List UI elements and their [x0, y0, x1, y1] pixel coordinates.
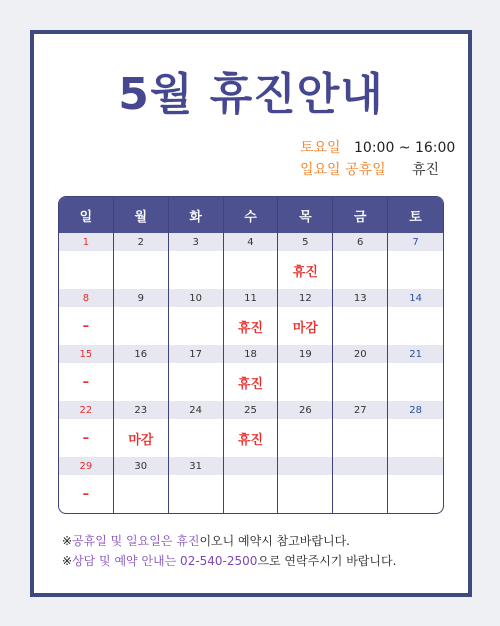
day-number: 16 — [114, 345, 168, 363]
calendar-day-cell — [59, 233, 114, 289]
day-number: 3 — [169, 233, 223, 251]
footer-line — [62, 551, 396, 571]
day-status: 휴진 — [237, 432, 264, 448]
day-number: 9 — [114, 289, 168, 307]
day-number: 14 — [388, 289, 443, 307]
day-status — [114, 307, 168, 345]
day-status — [169, 251, 223, 289]
footer-line — [62, 531, 396, 551]
calendar-day-cell — [388, 345, 443, 401]
day-number — [388, 457, 443, 475]
day-status — [333, 419, 387, 457]
calendar-week — [59, 457, 443, 513]
day-number: 5 — [278, 233, 332, 251]
calendar-day-cell — [278, 289, 333, 345]
day-number: 22 — [59, 401, 113, 419]
footer-notes — [62, 531, 396, 571]
day-number: 26 — [278, 401, 332, 419]
day-number: 4 — [224, 233, 278, 251]
calendar-day-cell — [388, 289, 443, 345]
day-number: 15 — [59, 345, 113, 363]
calendar-day-cell — [388, 457, 443, 513]
weekday-label: 토 — [409, 209, 422, 225]
weekday-label: 금 — [333, 197, 388, 233]
weekday-label: 일 — [59, 197, 114, 233]
calendar-week — [59, 233, 443, 289]
day-number: 29 — [59, 457, 113, 475]
day-status: – — [82, 374, 90, 390]
day-number: 10 — [169, 289, 223, 307]
day-status — [278, 475, 332, 513]
hours-label: 토요일 — [300, 140, 341, 156]
day-status: 마감 — [128, 432, 154, 448]
day-number: 25 — [224, 401, 278, 419]
day-status — [114, 475, 168, 513]
day-status — [388, 363, 443, 401]
day-number: 2 — [114, 233, 168, 251]
hours-value: 10:00 ~ 16:00 — [354, 140, 456, 156]
day-status — [114, 251, 168, 289]
hours-row-sunday-holiday — [300, 159, 455, 181]
day-number: 7 — [388, 233, 443, 251]
hours-info — [300, 137, 455, 181]
weekday-label: 수 — [224, 197, 279, 233]
day-status — [224, 475, 278, 513]
day-status — [59, 251, 113, 289]
footer-text: 이오니 예약시 참고바랍니다. — [199, 534, 350, 548]
hours-row-saturday — [300, 137, 455, 159]
day-number: 17 — [169, 345, 223, 363]
day-status — [169, 419, 223, 457]
notice-frame — [30, 30, 472, 597]
day-status — [333, 307, 387, 345]
calendar-day-cell — [59, 289, 114, 345]
day-status — [388, 419, 443, 457]
calendar-day-cell — [333, 289, 388, 345]
day-number — [333, 457, 387, 475]
day-number: 19 — [278, 345, 332, 363]
calendar-week — [59, 345, 443, 401]
day-status — [278, 363, 332, 401]
calendar-day-cell — [278, 457, 333, 513]
day-number: 13 — [333, 289, 387, 307]
calendar-day-cell — [278, 345, 333, 401]
day-number: 8 — [59, 289, 113, 307]
day-status: 휴진 — [237, 376, 264, 392]
day-status — [114, 363, 168, 401]
day-number — [224, 457, 278, 475]
day-status — [388, 251, 443, 289]
weekday-label: 월 — [114, 197, 169, 233]
calendar — [58, 196, 444, 514]
day-status: 휴진 — [292, 264, 318, 280]
day-number: 31 — [169, 457, 223, 475]
day-number: 30 — [114, 457, 168, 475]
calendar-day-cell — [169, 401, 224, 457]
day-number: 6 — [333, 233, 387, 251]
day-number: 18 — [224, 345, 278, 363]
day-status — [333, 251, 387, 289]
day-status: – — [82, 486, 90, 502]
calendar-day-cell — [169, 289, 224, 345]
day-status: 휴진 — [237, 320, 264, 336]
calendar-day-cell — [224, 289, 279, 345]
calendar-day-cell — [114, 233, 169, 289]
day-status — [333, 475, 387, 513]
calendar-day-cell — [333, 401, 388, 457]
calendar-day-cell — [278, 401, 333, 457]
day-number: 11 — [224, 289, 278, 307]
day-status — [333, 363, 387, 401]
footer-text: 으로 연락주시기 바랍니다. — [257, 554, 397, 568]
calendar-day-cell — [224, 401, 279, 457]
calendar-day-cell — [224, 233, 279, 289]
page-title: 5월 휴진안내 — [118, 69, 384, 120]
note-mark: ※ — [62, 554, 73, 568]
footer-highlight: 공휴일 및 일요일은 휴진 — [72, 534, 200, 548]
calendar-header — [59, 197, 443, 233]
day-status — [388, 307, 443, 345]
day-status — [224, 251, 278, 289]
day-number — [278, 457, 332, 475]
calendar-day-cell — [388, 401, 443, 457]
day-status — [388, 475, 443, 513]
calendar-day-cell — [59, 401, 114, 457]
calendar-body — [59, 233, 443, 513]
calendar-day-cell — [333, 457, 388, 513]
calendar-day-cell — [224, 345, 279, 401]
calendar-day-cell — [169, 457, 224, 513]
calendar-day-cell — [114, 345, 169, 401]
day-status — [169, 475, 223, 513]
calendar-day-cell — [114, 457, 169, 513]
calendar-day-cell — [169, 345, 224, 401]
day-status — [278, 419, 332, 457]
hours-label: 일요일 공휴일 — [300, 162, 386, 178]
calendar-day-cell — [59, 457, 114, 513]
day-number: 12 — [278, 289, 332, 307]
day-number: 27 — [333, 401, 387, 419]
calendar-day-cell — [169, 233, 224, 289]
day-status: 마감 — [292, 320, 318, 336]
calendar-day-cell — [333, 345, 388, 401]
calendar-day-cell — [333, 233, 388, 289]
calendar-week — [59, 289, 443, 345]
day-status — [169, 363, 223, 401]
day-number: 28 — [388, 401, 443, 419]
weekday-label: 목 — [278, 197, 333, 233]
day-status — [169, 307, 223, 345]
calendar-day-cell — [114, 289, 169, 345]
footer-highlight: 상담 및 예약 안내는 02-540-2500 — [72, 554, 258, 568]
day-number: 1 — [59, 233, 113, 251]
note-mark: ※ — [62, 534, 73, 548]
day-number: 21 — [388, 345, 443, 363]
day-status: – — [82, 430, 90, 446]
calendar-day-cell — [224, 457, 279, 513]
day-status: – — [82, 318, 90, 334]
day-number: 23 — [114, 401, 168, 419]
calendar-day-cell — [59, 345, 114, 401]
calendar-day-cell — [278, 233, 333, 289]
calendar-week — [59, 401, 443, 457]
weekday-label: 화 — [169, 197, 224, 233]
day-number: 20 — [333, 345, 387, 363]
hours-value: 휴진 — [412, 162, 440, 178]
calendar-day-cell — [388, 233, 443, 289]
day-number: 24 — [169, 401, 223, 419]
calendar-day-cell — [114, 401, 169, 457]
